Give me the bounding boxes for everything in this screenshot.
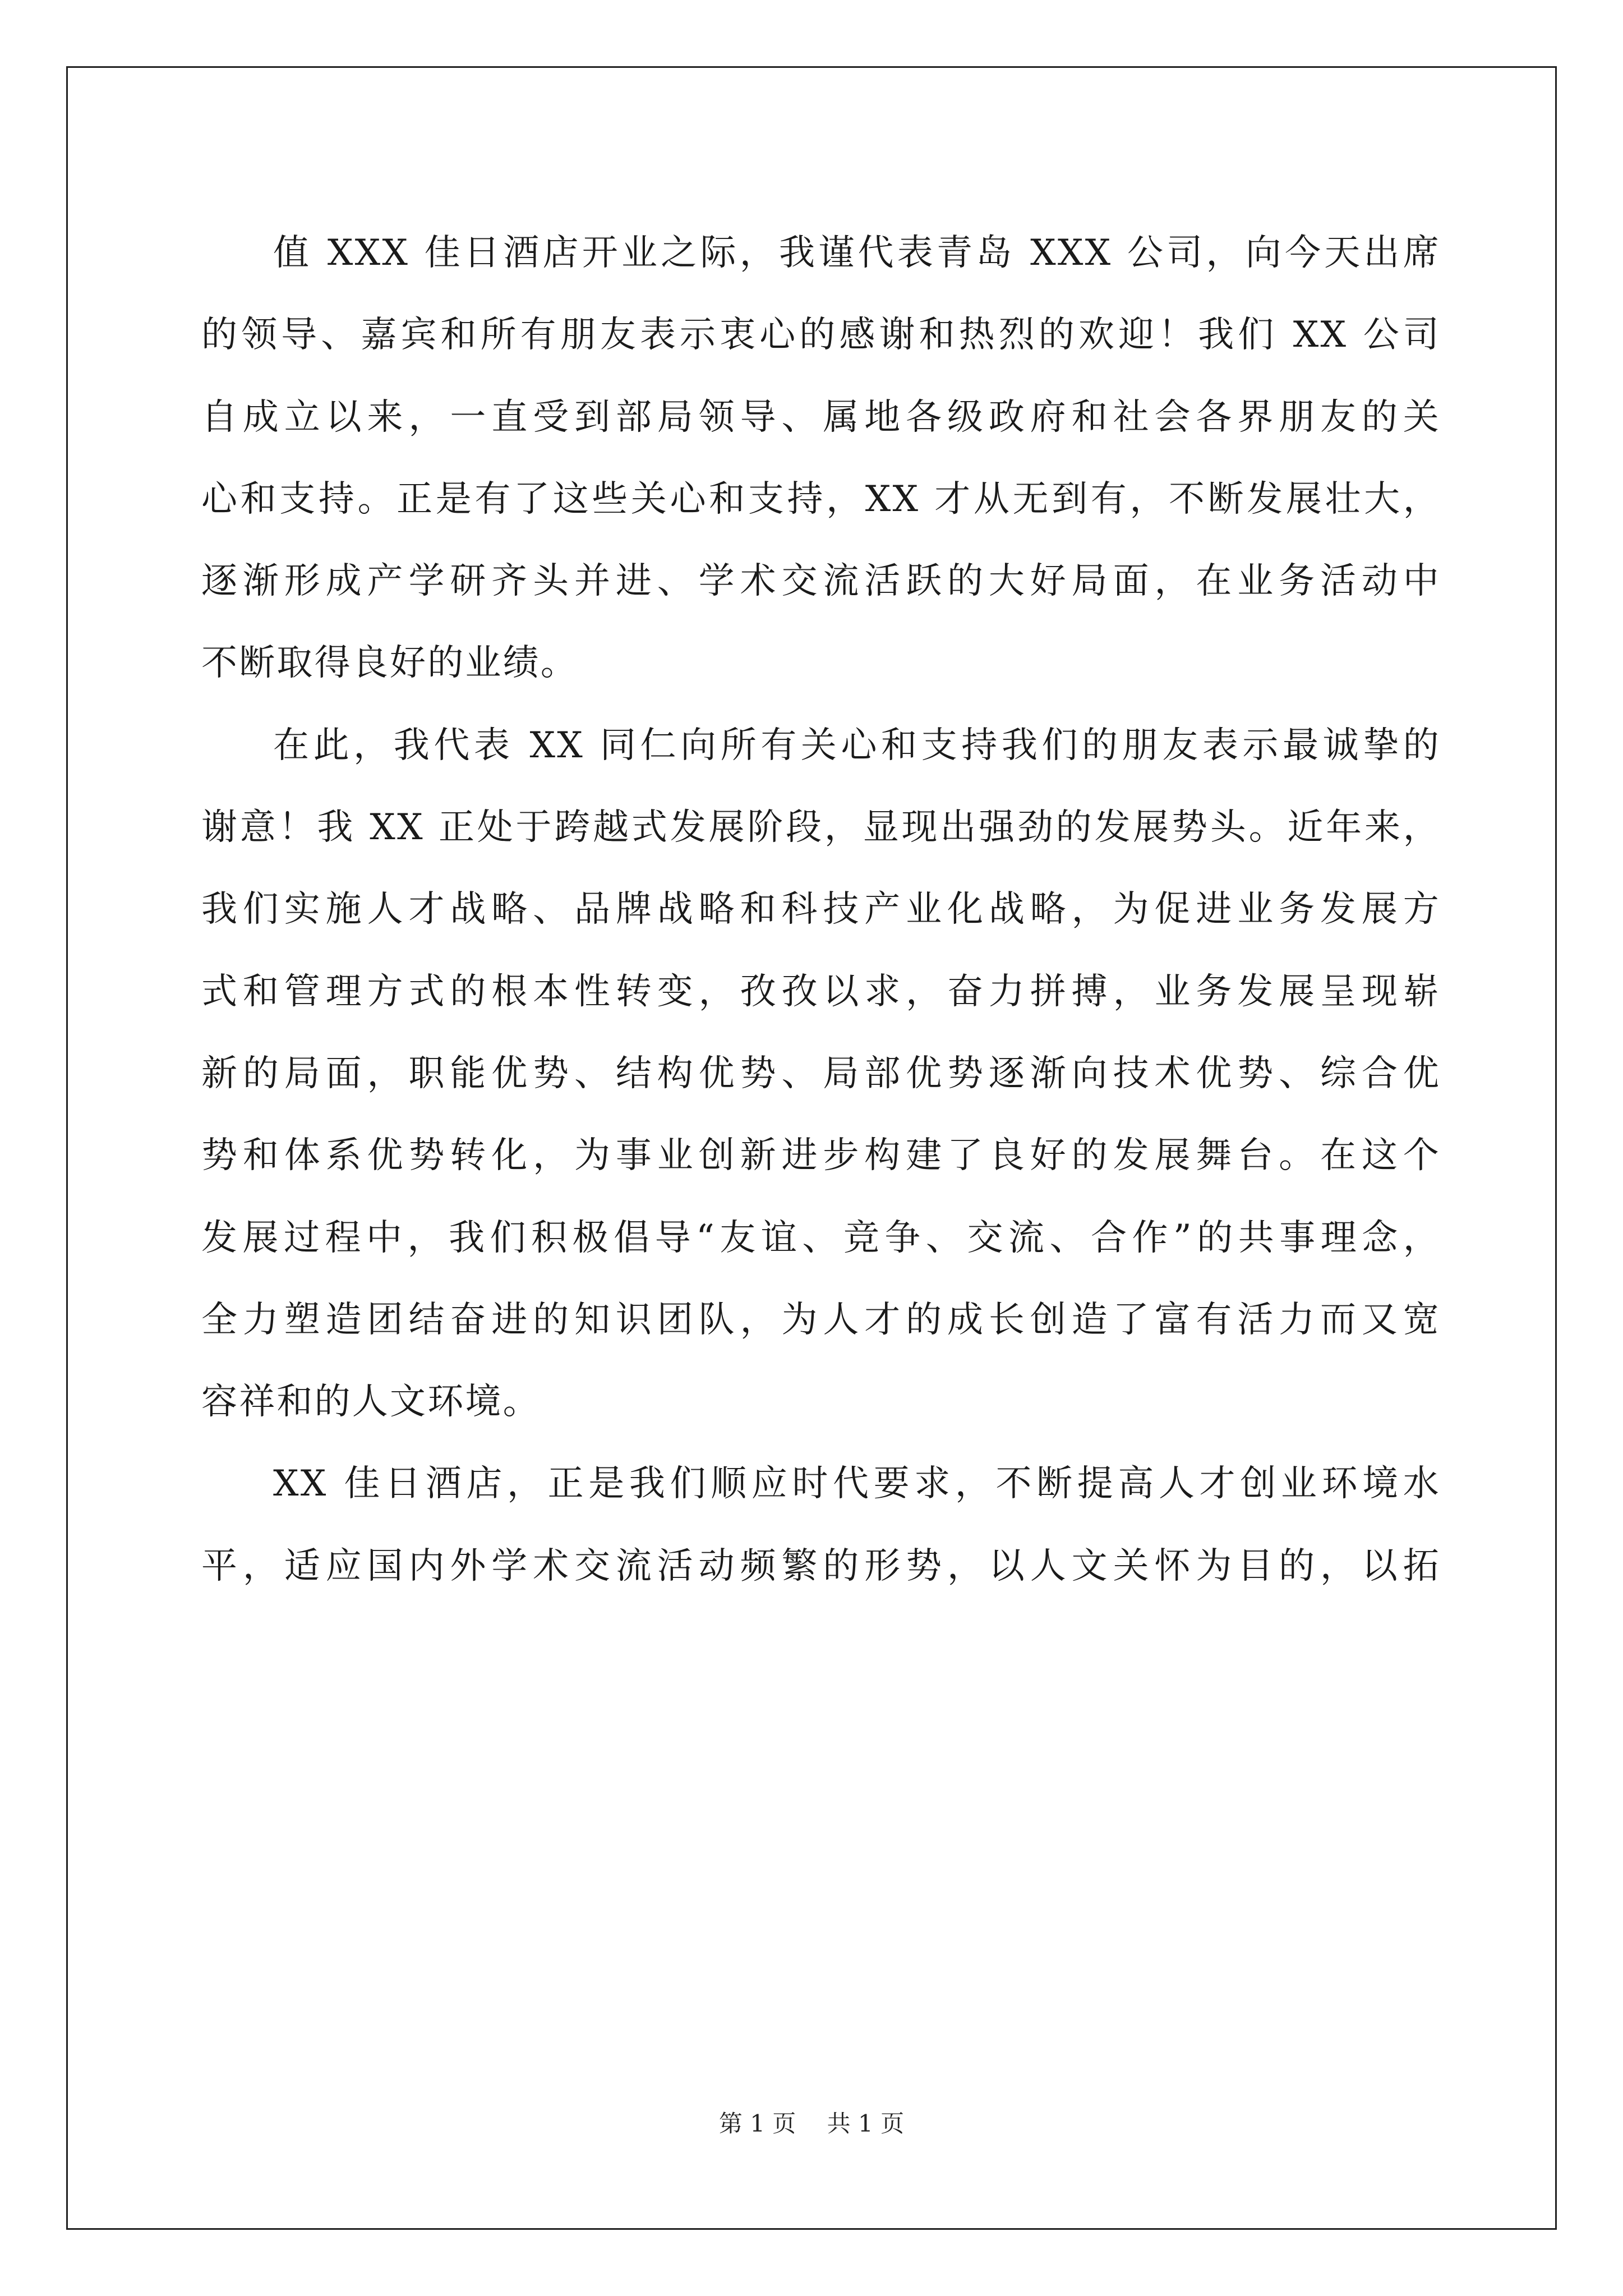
text-line: XX 佳日酒店，正是我们顺应时代要求，不断提高人才创业环境水 bbox=[273, 1463, 1441, 1505]
text-line: 容祥和的人文环境。 bbox=[201, 1381, 541, 1423]
text-line: 心和支持。正是有了这些关心和支持，XX 才从无到有，不断发展壮大， bbox=[201, 478, 1441, 520]
text-line: 值 XXX 佳日酒店开业之际，我谨代表青岛 XXX 公司，向今天出席 bbox=[273, 232, 1441, 274]
page-number: 第 1 页 bbox=[718, 2110, 796, 2137]
text-line: 不断取得良好的业绩。 bbox=[201, 642, 578, 684]
text-line: 逐渐形成产学研齐头并进、学术交流活跃的大好局面，在业务活动中 bbox=[201, 560, 1441, 602]
document-body bbox=[201, 212, 1441, 1607]
total-pages: 共 1 页 bbox=[827, 2110, 905, 2137]
text-line: 谢意！我 XX 正处于跨越式发展阶段，显现出强劲的发展势头。近年来， bbox=[201, 807, 1441, 849]
text-line: 势和体系优势转化，为事业创新进步构建了良好的发展舞台。在这个 bbox=[201, 1135, 1441, 1177]
text-line: 在此，我代表 XX 同仁向所有关心和支持我们的朋友表示最诚挚的 bbox=[273, 724, 1441, 766]
text-line: 全力塑造团结奋进的知识团队，为人才的成长创造了富有活力而又宽 bbox=[201, 1299, 1441, 1341]
text-line: 发展过程中，我们积极倡导“友谊、竞争、交流、合作”的共事理念， bbox=[201, 1217, 1441, 1259]
text-line: 式和管理方式的根本性转变，孜孜以求，奋力拼搏，业务发展呈现崭 bbox=[201, 970, 1441, 1013]
text-line: 我们实施人才战略、品牌战略和科技产业化战略，为促进业务发展方 bbox=[201, 889, 1441, 931]
text-line: 的领导、嘉宾和所有朋友表示衷心的感谢和热烈的欢迎！我们 XX 公司 bbox=[201, 314, 1441, 356]
page-footer bbox=[0, 2108, 1623, 2139]
text-line: 平，适应国内外学术交流活动频繁的形势，以人文关怀为目的，以拓 bbox=[201, 1545, 1441, 1587]
text-line: 自成立以来，一直受到部局领导、属地各级政府和社会各界朋友的关 bbox=[201, 396, 1441, 438]
text-line: 新的局面，职能优势、结构优势、局部优势逐渐向技术优势、综合优 bbox=[201, 1052, 1441, 1094]
